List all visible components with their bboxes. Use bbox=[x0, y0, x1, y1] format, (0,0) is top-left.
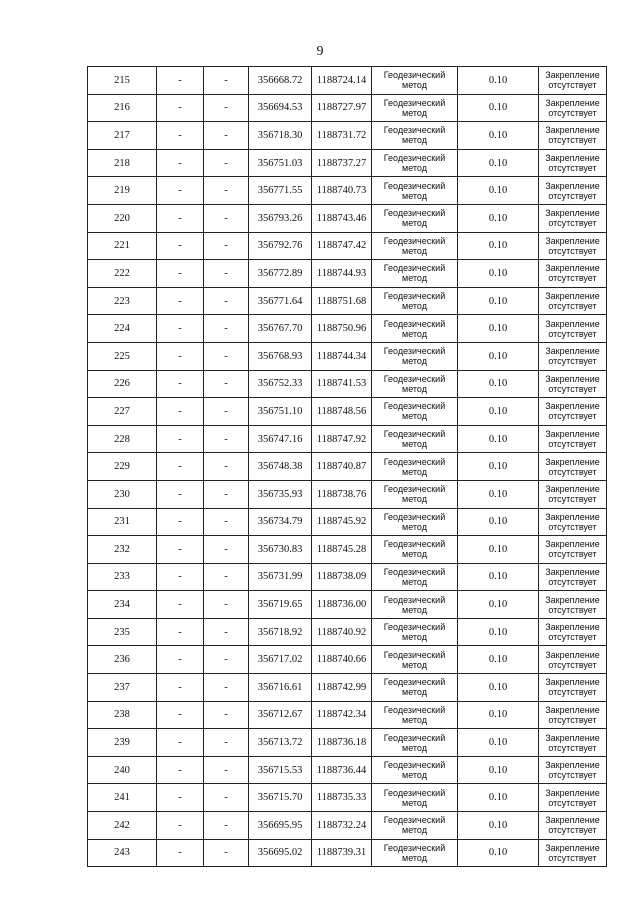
coord-x-cell: 356668.72 bbox=[249, 67, 312, 95]
dash-cell-a: - bbox=[157, 204, 204, 232]
fixation-cell: Закрепление отсутствует bbox=[539, 563, 607, 591]
table-row bbox=[88, 674, 607, 702]
point-number-cell: 237 bbox=[88, 674, 157, 702]
coord-y-cell: 1188743.46 bbox=[312, 204, 372, 232]
dash-cell-a: - bbox=[157, 149, 204, 177]
accuracy-cell: 0.10 bbox=[458, 591, 539, 619]
point-number-cell: 242 bbox=[88, 812, 157, 840]
point-number-cell: 243 bbox=[88, 839, 157, 867]
fixation-cell: Закрепление отсутствует bbox=[539, 812, 607, 840]
coord-x-cell: 356716.61 bbox=[249, 674, 312, 702]
coord-x-cell: 356771.55 bbox=[249, 177, 312, 205]
table-row bbox=[88, 591, 607, 619]
point-number-cell: 221 bbox=[88, 232, 157, 260]
dash-cell-b: - bbox=[204, 618, 249, 646]
dash-cell-a: - bbox=[157, 232, 204, 260]
dash-cell-a: - bbox=[157, 701, 204, 729]
accuracy-cell: 0.10 bbox=[458, 177, 539, 205]
coord-x-cell: 356734.79 bbox=[249, 508, 312, 536]
coord-y-cell: 1188736.44 bbox=[312, 756, 372, 784]
coord-x-cell: 356771.64 bbox=[249, 287, 312, 315]
dash-cell-a: - bbox=[157, 177, 204, 205]
method-cell: Геодезический метод bbox=[372, 563, 458, 591]
coord-y-cell: 1188736.00 bbox=[312, 591, 372, 619]
method-cell: Геодезический метод bbox=[372, 453, 458, 481]
point-number-cell: 220 bbox=[88, 204, 157, 232]
point-number-cell: 223 bbox=[88, 287, 157, 315]
point-number-cell: 230 bbox=[88, 480, 157, 508]
coord-x-cell: 356792.76 bbox=[249, 232, 312, 260]
dash-cell-a: - bbox=[157, 67, 204, 95]
point-number-cell: 233 bbox=[88, 563, 157, 591]
coord-x-cell: 356793.26 bbox=[249, 204, 312, 232]
dash-cell-a: - bbox=[157, 398, 204, 426]
fixation-cell: Закрепление отсутствует bbox=[539, 287, 607, 315]
point-number-cell: 240 bbox=[88, 756, 157, 784]
coord-y-cell: 1188742.99 bbox=[312, 674, 372, 702]
fixation-cell: Закрепление отсутствует bbox=[539, 232, 607, 260]
coord-y-cell: 1188735.33 bbox=[312, 784, 372, 812]
dash-cell-b: - bbox=[204, 508, 249, 536]
dash-cell-b: - bbox=[204, 453, 249, 481]
dash-cell-a: - bbox=[157, 122, 204, 150]
coord-x-cell: 356694.53 bbox=[249, 94, 312, 122]
point-number-cell: 229 bbox=[88, 453, 157, 481]
coord-y-cell: 1188751.68 bbox=[312, 287, 372, 315]
table-row bbox=[88, 204, 607, 232]
point-number-cell: 232 bbox=[88, 536, 157, 564]
dash-cell-b: - bbox=[204, 177, 249, 205]
table-row bbox=[88, 149, 607, 177]
coord-y-cell: 1188740.66 bbox=[312, 646, 372, 674]
accuracy-cell: 0.10 bbox=[458, 618, 539, 646]
dash-cell-b: - bbox=[204, 398, 249, 426]
fixation-cell: Закрепление отсутствует bbox=[539, 508, 607, 536]
table-row bbox=[88, 370, 607, 398]
point-number-cell: 217 bbox=[88, 122, 157, 150]
point-number-cell: 241 bbox=[88, 784, 157, 812]
dash-cell-a: - bbox=[157, 480, 204, 508]
accuracy-cell: 0.10 bbox=[458, 756, 539, 784]
fixation-cell: Закрепление отсутствует bbox=[539, 177, 607, 205]
dash-cell-b: - bbox=[204, 812, 249, 840]
coord-y-cell: 1188748.56 bbox=[312, 398, 372, 426]
method-cell: Геодезический метод bbox=[372, 342, 458, 370]
dash-cell-b: - bbox=[204, 67, 249, 95]
fixation-cell: Закрепление отсутствует bbox=[539, 260, 607, 288]
accuracy-cell: 0.10 bbox=[458, 453, 539, 481]
dash-cell-b: - bbox=[204, 425, 249, 453]
method-cell: Геодезический метод bbox=[372, 425, 458, 453]
dash-cell-a: - bbox=[157, 563, 204, 591]
accuracy-cell: 0.10 bbox=[458, 204, 539, 232]
accuracy-cell: 0.10 bbox=[458, 701, 539, 729]
fixation-cell: Закрепление отсутствует bbox=[539, 701, 607, 729]
fixation-cell: Закрепление отсутствует bbox=[539, 67, 607, 95]
fixation-cell: Закрепление отсутствует bbox=[539, 425, 607, 453]
fixation-cell: Закрепление отсутствует bbox=[539, 618, 607, 646]
coord-y-cell: 1188731.72 bbox=[312, 122, 372, 150]
table-body bbox=[88, 67, 607, 867]
fixation-cell: Закрепление отсутствует bbox=[539, 149, 607, 177]
coord-x-cell: 356712.67 bbox=[249, 701, 312, 729]
table-row bbox=[88, 260, 607, 288]
point-number-cell: 219 bbox=[88, 177, 157, 205]
dash-cell-a: - bbox=[157, 94, 204, 122]
dash-cell-a: - bbox=[157, 618, 204, 646]
coord-y-cell: 1188738.09 bbox=[312, 563, 372, 591]
dash-cell-a: - bbox=[157, 370, 204, 398]
dash-cell-b: - bbox=[204, 756, 249, 784]
coord-x-cell: 356715.70 bbox=[249, 784, 312, 812]
fixation-cell: Закрепление отсутствует bbox=[539, 453, 607, 481]
table-row bbox=[88, 94, 607, 122]
table-row bbox=[88, 618, 607, 646]
dash-cell-b: - bbox=[204, 701, 249, 729]
fixation-cell: Закрепление отсутствует bbox=[539, 342, 607, 370]
point-number-cell: 216 bbox=[88, 94, 157, 122]
dash-cell-a: - bbox=[157, 315, 204, 343]
coord-y-cell: 1188750.96 bbox=[312, 315, 372, 343]
dash-cell-b: - bbox=[204, 149, 249, 177]
dash-cell-b: - bbox=[204, 729, 249, 757]
coord-y-cell: 1188740.87 bbox=[312, 453, 372, 481]
dash-cell-b: - bbox=[204, 480, 249, 508]
table-row bbox=[88, 67, 607, 95]
point-number-cell: 234 bbox=[88, 591, 157, 619]
table-row bbox=[88, 784, 607, 812]
point-number-cell: 231 bbox=[88, 508, 157, 536]
table-row bbox=[88, 756, 607, 784]
table-row bbox=[88, 453, 607, 481]
point-number-cell: 215 bbox=[88, 67, 157, 95]
coord-y-cell: 1188736.18 bbox=[312, 729, 372, 757]
fixation-cell: Закрепление отсутствует bbox=[539, 536, 607, 564]
point-number-cell: 225 bbox=[88, 342, 157, 370]
coord-x-cell: 356713.72 bbox=[249, 729, 312, 757]
coord-x-cell: 356768.93 bbox=[249, 342, 312, 370]
method-cell: Геодезический метод bbox=[372, 618, 458, 646]
fixation-cell: Закрепление отсутствует bbox=[539, 839, 607, 867]
table-row bbox=[88, 315, 607, 343]
accuracy-cell: 0.10 bbox=[458, 315, 539, 343]
coord-y-cell: 1188747.42 bbox=[312, 232, 372, 260]
dash-cell-a: - bbox=[157, 425, 204, 453]
coord-y-cell: 1188744.93 bbox=[312, 260, 372, 288]
table-row bbox=[88, 729, 607, 757]
dash-cell-b: - bbox=[204, 784, 249, 812]
table-row bbox=[88, 425, 607, 453]
accuracy-cell: 0.10 bbox=[458, 646, 539, 674]
table-row bbox=[88, 646, 607, 674]
point-number-cell: 238 bbox=[88, 701, 157, 729]
coord-x-cell: 356767.70 bbox=[249, 315, 312, 343]
fixation-cell: Закрепление отсутствует bbox=[539, 94, 607, 122]
accuracy-cell: 0.10 bbox=[458, 729, 539, 757]
dash-cell-b: - bbox=[204, 536, 249, 564]
coord-x-cell: 356772.89 bbox=[249, 260, 312, 288]
method-cell: Геодезический метод bbox=[372, 149, 458, 177]
coord-y-cell: 1188737.27 bbox=[312, 149, 372, 177]
accuracy-cell: 0.10 bbox=[458, 342, 539, 370]
fixation-cell: Закрепление отсутствует bbox=[539, 204, 607, 232]
table-row bbox=[88, 701, 607, 729]
table-row bbox=[88, 287, 607, 315]
dash-cell-a: - bbox=[157, 756, 204, 784]
accuracy-cell: 0.10 bbox=[458, 508, 539, 536]
accuracy-cell: 0.10 bbox=[458, 232, 539, 260]
dash-cell-a: - bbox=[157, 674, 204, 702]
accuracy-cell: 0.10 bbox=[458, 812, 539, 840]
dash-cell-b: - bbox=[204, 232, 249, 260]
accuracy-cell: 0.10 bbox=[458, 287, 539, 315]
table-row bbox=[88, 563, 607, 591]
point-number-cell: 227 bbox=[88, 398, 157, 426]
coord-x-cell: 356717.02 bbox=[249, 646, 312, 674]
dash-cell-a: - bbox=[157, 508, 204, 536]
coord-y-cell: 1188741.53 bbox=[312, 370, 372, 398]
method-cell: Геодезический метод bbox=[372, 646, 458, 674]
accuracy-cell: 0.10 bbox=[458, 674, 539, 702]
fixation-cell: Закрепление отсутствует bbox=[539, 480, 607, 508]
accuracy-cell: 0.10 bbox=[458, 94, 539, 122]
method-cell: Геодезический метод bbox=[372, 536, 458, 564]
coord-y-cell: 1188744.34 bbox=[312, 342, 372, 370]
coord-x-cell: 356695.02 bbox=[249, 839, 312, 867]
method-cell: Геодезический метод bbox=[372, 701, 458, 729]
method-cell: Геодезический метод bbox=[372, 232, 458, 260]
coord-x-cell: 356718.92 bbox=[249, 618, 312, 646]
method-cell: Геодезический метод bbox=[372, 591, 458, 619]
method-cell: Геодезический метод bbox=[372, 67, 458, 95]
accuracy-cell: 0.10 bbox=[458, 370, 539, 398]
fixation-cell: Закрепление отсутствует bbox=[539, 784, 607, 812]
coord-x-cell: 356747.16 bbox=[249, 425, 312, 453]
fixation-cell: Закрепление отсутствует bbox=[539, 398, 607, 426]
table-row bbox=[88, 232, 607, 260]
table-row bbox=[88, 122, 607, 150]
dash-cell-a: - bbox=[157, 536, 204, 564]
method-cell: Геодезический метод bbox=[372, 674, 458, 702]
point-number-cell: 222 bbox=[88, 260, 157, 288]
dash-cell-b: - bbox=[204, 260, 249, 288]
method-cell: Геодезический метод bbox=[372, 177, 458, 205]
point-number-cell: 224 bbox=[88, 315, 157, 343]
dash-cell-b: - bbox=[204, 342, 249, 370]
table-row bbox=[88, 480, 607, 508]
coord-y-cell: 1188747.92 bbox=[312, 425, 372, 453]
accuracy-cell: 0.10 bbox=[458, 536, 539, 564]
table-row bbox=[88, 536, 607, 564]
coord-x-cell: 356719.65 bbox=[249, 591, 312, 619]
dash-cell-b: - bbox=[204, 839, 249, 867]
point-number-cell: 239 bbox=[88, 729, 157, 757]
dash-cell-b: - bbox=[204, 674, 249, 702]
method-cell: Геодезический метод bbox=[372, 204, 458, 232]
method-cell: Геодезический метод bbox=[372, 756, 458, 784]
method-cell: Геодезический метод bbox=[372, 784, 458, 812]
accuracy-cell: 0.10 bbox=[458, 784, 539, 812]
table-row bbox=[88, 839, 607, 867]
accuracy-cell: 0.10 bbox=[458, 398, 539, 426]
table-row bbox=[88, 398, 607, 426]
point-number-cell: 226 bbox=[88, 370, 157, 398]
fixation-cell: Закрепление отсутствует bbox=[539, 591, 607, 619]
method-cell: Геодезический метод bbox=[372, 508, 458, 536]
fixation-cell: Закрепление отсутствует bbox=[539, 122, 607, 150]
method-cell: Геодезический метод bbox=[372, 370, 458, 398]
coord-y-cell: 1188740.92 bbox=[312, 618, 372, 646]
page-number: 9 bbox=[316, 44, 324, 59]
accuracy-cell: 0.10 bbox=[458, 149, 539, 177]
point-number-cell: 228 bbox=[88, 425, 157, 453]
dash-cell-b: - bbox=[204, 563, 249, 591]
dash-cell-b: - bbox=[204, 204, 249, 232]
coord-x-cell: 356718.30 bbox=[249, 122, 312, 150]
dash-cell-a: - bbox=[157, 839, 204, 867]
coord-x-cell: 356735.93 bbox=[249, 480, 312, 508]
method-cell: Геодезический метод bbox=[372, 812, 458, 840]
coord-y-cell: 1188727.97 bbox=[312, 94, 372, 122]
dash-cell-a: - bbox=[157, 260, 204, 288]
dash-cell-a: - bbox=[157, 453, 204, 481]
accuracy-cell: 0.10 bbox=[458, 563, 539, 591]
coord-y-cell: 1188745.92 bbox=[312, 508, 372, 536]
coord-x-cell: 356751.10 bbox=[249, 398, 312, 426]
dash-cell-a: - bbox=[157, 812, 204, 840]
accuracy-cell: 0.10 bbox=[458, 480, 539, 508]
accuracy-cell: 0.10 bbox=[458, 425, 539, 453]
table-row bbox=[88, 508, 607, 536]
fixation-cell: Закрепление отсутствует bbox=[539, 756, 607, 784]
coord-y-cell: 1188740.73 bbox=[312, 177, 372, 205]
coord-y-cell: 1188732.24 bbox=[312, 812, 372, 840]
coord-y-cell: 1188739.31 bbox=[312, 839, 372, 867]
coord-x-cell: 356752.33 bbox=[249, 370, 312, 398]
method-cell: Геодезический метод bbox=[372, 315, 458, 343]
method-cell: Геодезический метод bbox=[372, 122, 458, 150]
method-cell: Геодезический метод bbox=[372, 260, 458, 288]
dash-cell-b: - bbox=[204, 94, 249, 122]
fixation-cell: Закрепление отсутствует bbox=[539, 370, 607, 398]
method-cell: Геодезический метод bbox=[372, 729, 458, 757]
coord-y-cell: 1188738.76 bbox=[312, 480, 372, 508]
coord-x-cell: 356730.83 bbox=[249, 536, 312, 564]
coord-x-cell: 356751.03 bbox=[249, 149, 312, 177]
table-row bbox=[88, 177, 607, 205]
method-cell: Геодезический метод bbox=[372, 287, 458, 315]
dash-cell-b: - bbox=[204, 370, 249, 398]
dash-cell-b: - bbox=[204, 287, 249, 315]
dash-cell-a: - bbox=[157, 729, 204, 757]
dash-cell-b: - bbox=[204, 122, 249, 150]
dash-cell-a: - bbox=[157, 784, 204, 812]
coord-y-cell: 1188745.28 bbox=[312, 536, 372, 564]
coord-y-cell: 1188742.34 bbox=[312, 701, 372, 729]
coord-x-cell: 356748.38 bbox=[249, 453, 312, 481]
method-cell: Геодезический метод bbox=[372, 839, 458, 867]
accuracy-cell: 0.10 bbox=[458, 260, 539, 288]
coord-x-cell: 356715.53 bbox=[249, 756, 312, 784]
method-cell: Геодезический метод bbox=[372, 480, 458, 508]
point-number-cell: 236 bbox=[88, 646, 157, 674]
coord-x-cell: 356731.99 bbox=[249, 563, 312, 591]
accuracy-cell: 0.10 bbox=[458, 67, 539, 95]
coord-y-cell: 1188724.14 bbox=[312, 67, 372, 95]
dash-cell-b: - bbox=[204, 591, 249, 619]
dash-cell-a: - bbox=[157, 287, 204, 315]
dash-cell-b: - bbox=[204, 646, 249, 674]
fixation-cell: Закрепление отсутствует bbox=[539, 315, 607, 343]
dash-cell-b: - bbox=[204, 315, 249, 343]
dash-cell-a: - bbox=[157, 591, 204, 619]
dash-cell-a: - bbox=[157, 342, 204, 370]
dash-cell-a: - bbox=[157, 646, 204, 674]
accuracy-cell: 0.10 bbox=[458, 122, 539, 150]
table-row bbox=[88, 812, 607, 840]
coordinates-table bbox=[87, 66, 607, 867]
accuracy-cell: 0.10 bbox=[458, 839, 539, 867]
fixation-cell: Закрепление отсутствует bbox=[539, 646, 607, 674]
method-cell: Геодезический метод bbox=[372, 398, 458, 426]
method-cell: Геодезический метод bbox=[372, 94, 458, 122]
point-number-cell: 218 bbox=[88, 149, 157, 177]
table-row bbox=[88, 342, 607, 370]
fixation-cell: Закрепление отсутствует bbox=[539, 674, 607, 702]
fixation-cell: Закрепление отсутствует bbox=[539, 729, 607, 757]
point-number-cell: 235 bbox=[88, 618, 157, 646]
coord-x-cell: 356695.95 bbox=[249, 812, 312, 840]
